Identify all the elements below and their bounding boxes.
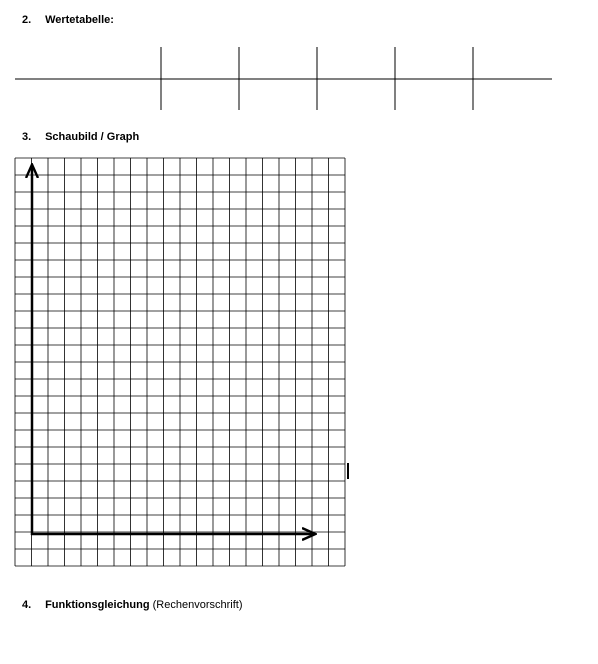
section-number: 2.: [22, 14, 32, 26]
section-number: 3.: [22, 131, 32, 143]
section-heading-funktionsgleichung: [22, 599, 242, 611]
grid-lines: [15, 158, 345, 566]
section-number: 4.: [22, 599, 32, 611]
text-cursor: [347, 463, 349, 479]
section-title: Funktionsgleichung: [45, 599, 150, 611]
section-title: Wertetabelle:: [45, 14, 114, 26]
section-title: Schaubild / Graph: [45, 131, 140, 143]
section-note: (Rechenvorschrift): [152, 599, 243, 611]
